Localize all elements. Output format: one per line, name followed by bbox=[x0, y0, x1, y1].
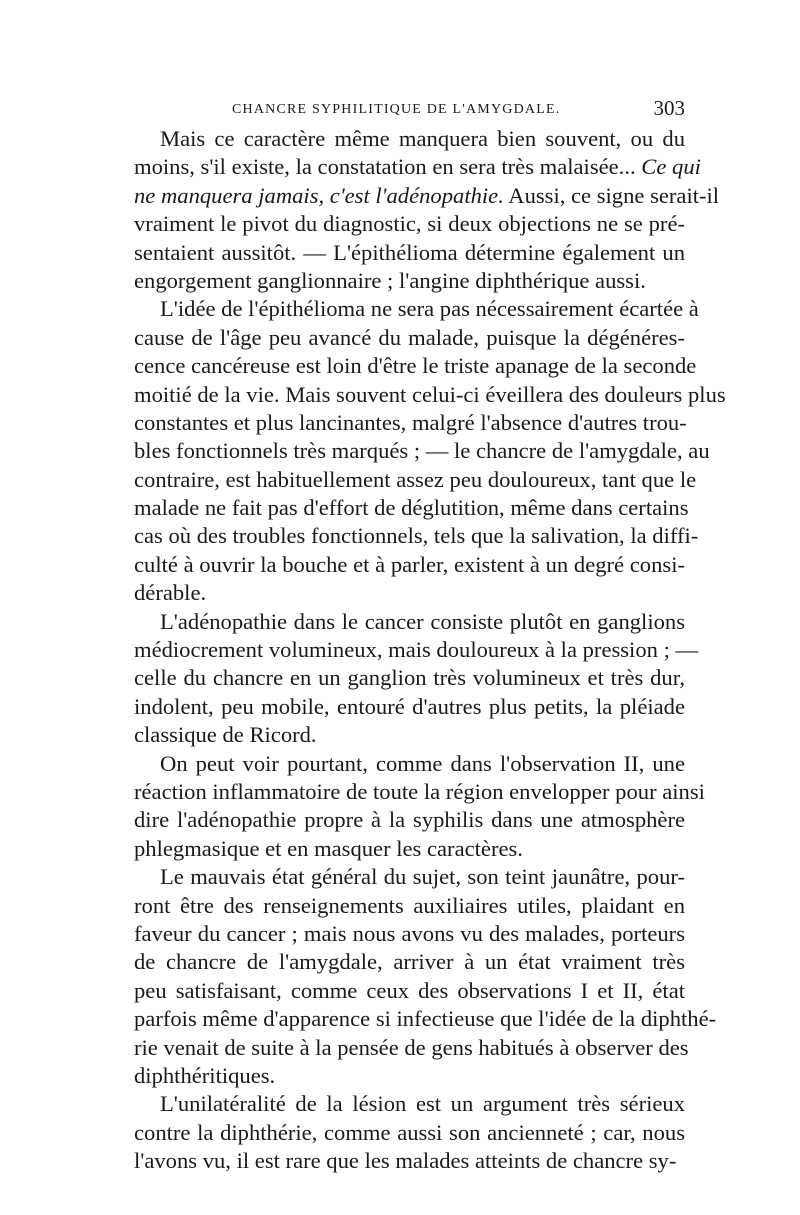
text-line bbox=[108, 892, 685, 920]
text-run: Aussi, ce signe serait-il bbox=[503, 182, 720, 208]
text-run: dire l'adénopathie propre à la syphilis dans une atmosphère bbox=[134, 807, 685, 833]
text-line bbox=[108, 182, 720, 210]
text-run: ront être des renseignements auxiliaires utiles, plaidant en bbox=[134, 892, 685, 918]
text-run: bles fonctionnels très marqués ; — le chancre de l'amygdale, au bbox=[134, 438, 710, 464]
text-run: vraiment le pivot du diagnostic, si deux objections ne se pré- bbox=[134, 211, 685, 237]
running-head bbox=[108, 96, 685, 122]
text-run: cas où des troubles fonctionnels, tels que la salivation, la diffi- bbox=[134, 523, 699, 549]
text-run: moins, s'il existe, la constatation en sera très malaisée... bbox=[134, 154, 642, 180]
text-run: malade ne fait pas d'effort de déglutition, même dans certains bbox=[134, 495, 689, 521]
text-line bbox=[108, 920, 685, 948]
text-run: celle du chancre en un ganglion très volumineux et très dur, bbox=[134, 665, 685, 691]
text-line bbox=[108, 750, 685, 778]
text-run: L'adénopathie dans le cancer consiste plutôt en ganglions bbox=[160, 608, 685, 634]
italic-text: Ce qui bbox=[641, 154, 701, 180]
text-run: L'idée de l'épithélioma ne sera pas nécessairement écartée à bbox=[160, 296, 699, 322]
text-line bbox=[108, 693, 685, 721]
text-run: constantes et plus lancinantes, malgré l'absence d'autres trou- bbox=[134, 409, 687, 435]
text-run: cause de l'âge peu avancé du malade, puisque la dégénéres- bbox=[134, 324, 685, 350]
text-line bbox=[108, 1005, 717, 1033]
text-run: classique de Ricord. bbox=[134, 722, 317, 748]
text-line bbox=[108, 239, 685, 267]
text-run: Mais ce caractère même manquera bien souvent, ou du bbox=[160, 126, 685, 151]
paragraph bbox=[108, 863, 717, 1090]
text-line bbox=[108, 977, 685, 1005]
text-line bbox=[108, 636, 699, 664]
text-line bbox=[108, 579, 685, 607]
text-line bbox=[108, 608, 685, 636]
text-run: rie venait de suite à la pensée de gens habitués à observer des bbox=[134, 1034, 689, 1060]
text-line bbox=[108, 153, 701, 181]
page-number: 303 bbox=[653, 96, 685, 120]
text-line bbox=[108, 835, 685, 863]
text-line bbox=[108, 1147, 685, 1175]
paragraph bbox=[108, 125, 720, 295]
text-line bbox=[108, 409, 685, 437]
text-line bbox=[108, 806, 685, 834]
text-run: de chancre de l'amygdale, arriver à un état vraiment très bbox=[134, 949, 685, 975]
text-run: L'unilatéralité de la lésion est un argument très sérieux bbox=[160, 1091, 685, 1117]
text-run: cence cancéreuse est loin d'être le triste apanage de la seconde bbox=[134, 353, 697, 379]
text-run: contre la diphthérie, comme aussi son ancienneté ; car, nous bbox=[134, 1119, 685, 1145]
paragraph bbox=[108, 608, 699, 750]
text-line bbox=[108, 664, 685, 692]
text-run: engorgement ganglionnaire ; l'angine diphthérique aussi. bbox=[134, 267, 646, 293]
text-run: sentaient aussitôt. — L'épithélioma détermine également un bbox=[134, 239, 685, 265]
text-line bbox=[108, 324, 685, 352]
text-run: réaction inflammatoire de toute la région envelopper pour ainsi bbox=[134, 778, 705, 804]
text-line bbox=[108, 778, 705, 806]
text-run: peu satisfaisant, comme ceux des observations I et II, état bbox=[134, 977, 685, 1003]
text-run: indolent, peu mobile, entouré d'autres plus petits, la pléiade bbox=[134, 693, 685, 719]
text-run: l'avons vu, il est rare que les malades atteints de chancre sy- bbox=[134, 1148, 677, 1174]
text-line bbox=[108, 267, 685, 295]
text-line bbox=[108, 721, 685, 749]
text-line bbox=[108, 1062, 685, 1090]
paragraph bbox=[108, 1090, 685, 1175]
text-line bbox=[108, 1090, 685, 1118]
body-text bbox=[108, 125, 726, 1175]
text-line bbox=[108, 381, 726, 409]
text-line bbox=[108, 1119, 685, 1147]
text-line bbox=[108, 295, 699, 323]
text-run: dérable. bbox=[134, 580, 207, 606]
text-run: parfois même d'apparence si infectieuse que l'idée de la diphthé- bbox=[134, 1006, 717, 1032]
text-line bbox=[108, 466, 697, 494]
text-line bbox=[108, 1034, 689, 1062]
running-title: CHANCRE SYPHILITIQUE DE L'AMYGDALE. bbox=[232, 102, 561, 117]
text-run: médiocrement volumineux, mais douloureux à la pression ; — bbox=[134, 637, 699, 663]
text-run: Le mauvais état général du sujet, son teint jaunâtre, pour- bbox=[160, 864, 685, 890]
text-line bbox=[108, 437, 710, 465]
text-run: contraire, est habituellement assez peu douloureux, tant que le bbox=[134, 466, 697, 492]
text-run: moitié de la vie. Mais souvent celui-ci éveillera des douleurs plus bbox=[134, 381, 726, 407]
text-line bbox=[108, 494, 689, 522]
text-run: diphthéritiques. bbox=[134, 1062, 276, 1088]
text-line bbox=[108, 522, 699, 550]
text-line bbox=[108, 863, 685, 891]
text-line bbox=[108, 352, 697, 380]
paragraph bbox=[108, 750, 705, 864]
text-run: culté à ouvrir la bouche et à parler, existent à un degré consi- bbox=[134, 551, 685, 577]
text-line bbox=[108, 125, 685, 153]
text-line bbox=[108, 551, 685, 579]
text-line bbox=[108, 210, 685, 238]
text-run: phlegmasique et en masquer les caractères. bbox=[134, 835, 523, 861]
italic-text: ne manquera jamais, c'est l'adénopathie. bbox=[134, 182, 504, 208]
text-line bbox=[108, 948, 685, 976]
text-run: On peut voir pourtant, comme dans l'observation II, une bbox=[160, 750, 685, 776]
paragraph bbox=[108, 295, 726, 607]
text-run: faveur du cancer ; mais nous avons vu des malades, porteurs bbox=[134, 920, 685, 946]
